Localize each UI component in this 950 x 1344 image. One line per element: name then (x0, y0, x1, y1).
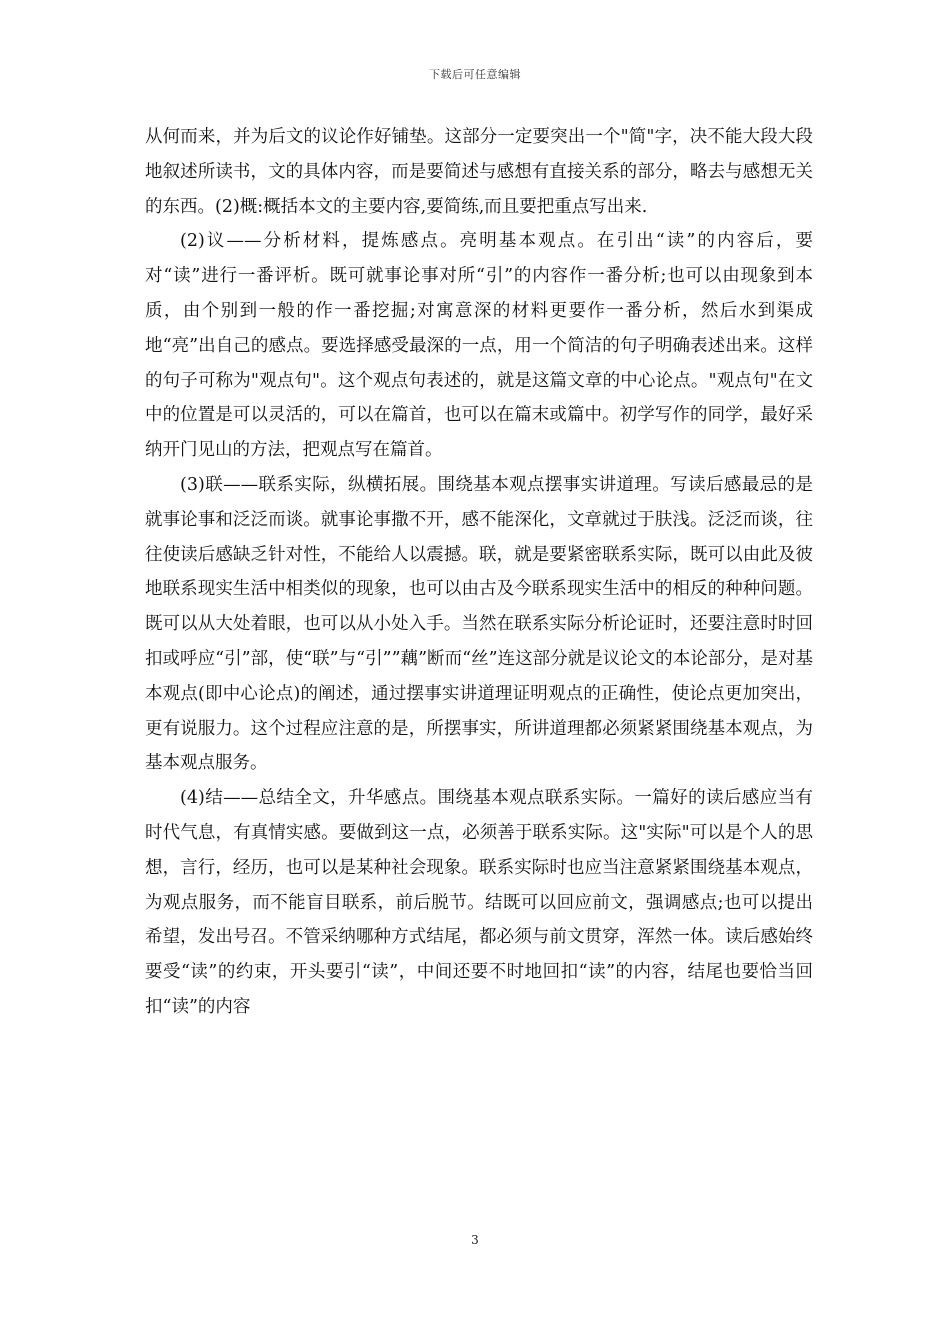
paragraph-intro-continued: 从何而来，并为后文的议论作好铺垫。这部分一定要突出一个"简"字，决不能大段大段地叙述所读书，文的具体内容，而是要简述与感想有直接关系的部分，略去与感想无关的东西。(2)概:概括本文的主要内容,要简练,而且要把重点写出来. (145, 127, 813, 217)
document-body (145, 120, 813, 1025)
page-header: 下载后可任意编辑 (429, 68, 521, 81)
paragraph-analysis: (2)议——分析材料，提炼感点。亮明基本观点。在引出“读”的内容后，要对“读”进行一番评析。既可就事论事对所“引”的内容作一番分析;也可以由现象到本质，由个别到一般的作一番挖掘;对寓意深的材料更要作一番分析，然后水到渠成地“亮”出自己的感点。要选择感受最深的一点，用一个简洁的句子明确表述出来。这样的句子可称为"观点句"。这个观点句表述的，就是这篇文章的中心论点。"观点句"在文中的位置是可以灵活的，可以在篇首，也可以在篇末或篇中。初学写作的同学，最好采纳开门见山的方法，把观点写在篇首。 (145, 231, 813, 461)
paragraph-conclusion: (4)结——总结全文，升华感点。围绕基本观点联系实际。一篇好的读后感应当有时代气息，有真情实感。要做到这一点，必须善于联系实际。这"实际"可以是个人的思想，言行，经历，也可以是某种社会现象。联系实际时也应当注意紧紧围绕基本观点，为观点服务，而不能盲目联系，前后脱节。结既可以回应前文，强调感点;也可以提出希望，发出号召。不管采纳哪种方式结尾，都必须与前文贯穿，浑然一体。读后感始终要受“读”的约束，开头要引“读”，中间还要不时地回扣“读”的内容，结尾也要恰当回扣“读”的内容 (145, 788, 813, 1017)
paragraph-connection: (3)联——联系实际，纵横拓展。围绕基本观点摆事实讲道理。写读后感最忌的是就事论事和泛泛而谈。就事论事撒不开，感不能深化，文章就过于肤浅。泛泛而谈，往往使读后感缺乏针对性，不能给人以震撼。联，就是要紧密联系实际，既可以由此及彼地联系现实生活中相类似的现象，也可以由古及今联系现实生活中的相反的种种问题。既可以从大处着眼，也可以从小处入手。当然在联系实际分析论证时，还要注意时时回扣或呼应“引”部，使“联”与“引””藕”断而“丝”连这部分就是议论文的本论部分，是对基本观点(即中心论点)的阐述，通过摆事实讲道理证明观点的正确性，使论点更加突出，更有说服力。这个过程应注意的是，所摆事实，所讲道理都必须紧紧围绕基本观点，为基本观点服务。 (145, 474, 813, 774)
page-number: 3 (471, 1233, 479, 1247)
